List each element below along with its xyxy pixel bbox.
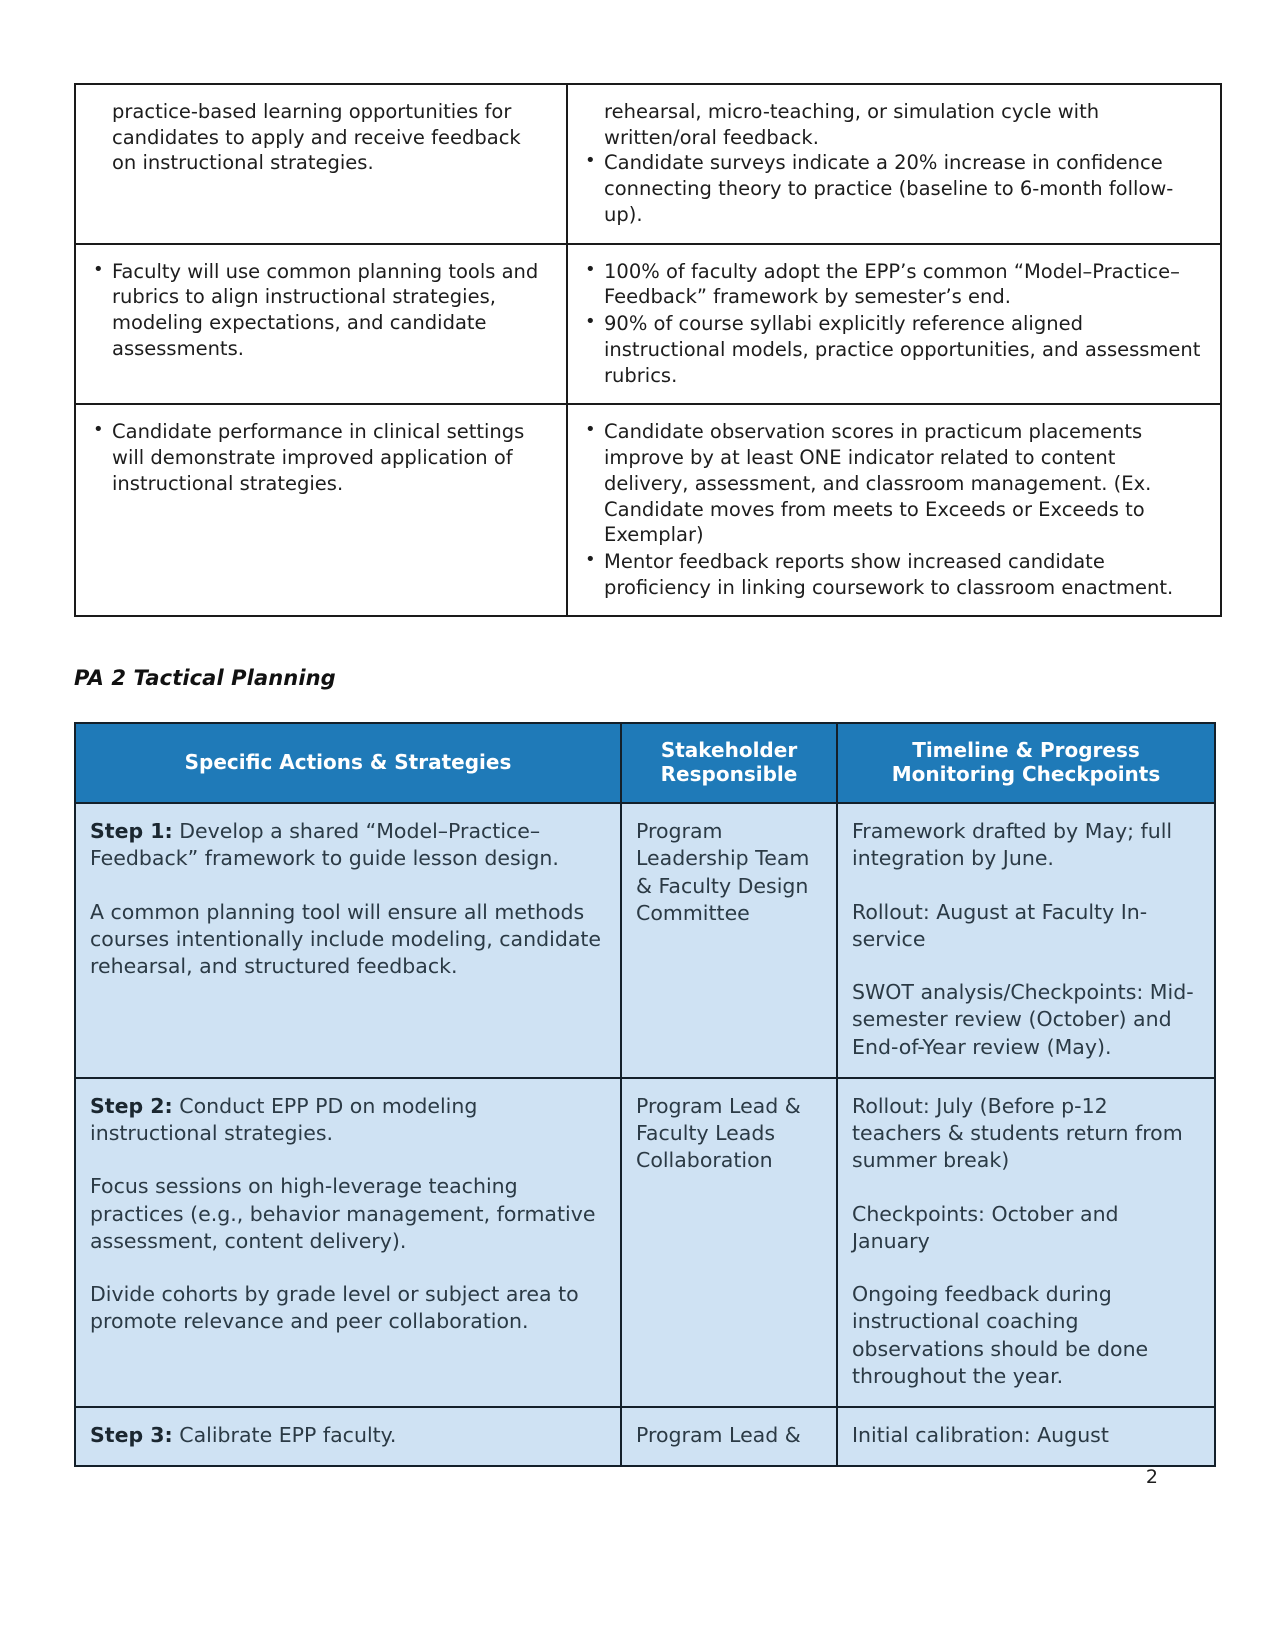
outcome-text: practice-based learning opportunities for candidates to apply and receive feedback on instructional strategies. xyxy=(112,100,521,175)
action-paragraph: Focus sessions on high-leverage teaching practices (e.g., behavior management, formative assessment, content delivery). xyxy=(90,1174,596,1253)
measure-bullet-list xyxy=(582,150,1204,227)
list-item: • 90% of course syllabi explicitly reference aligned instructional models, practice opportunities, and assessment rubrics. xyxy=(582,311,1204,388)
timeline-paragraph: Initial calibration: August xyxy=(852,1423,1109,1447)
timeline-paragraph: SWOT analysis/Checkpoints: Mid-semester review (October) and End-of-Year review (May). xyxy=(852,980,1194,1059)
outcomes-cell-right xyxy=(567,404,1221,616)
column-header-stakeholder-line1: Stakeholder xyxy=(660,738,798,762)
list-item: • Candidate observation scores in practicum placements improve by at least ONE indicator related to content delivery, assessment, and classroom management. (Ex. Candidate moves from meets to Exceeds or Exceeds to Exemplar) xyxy=(582,419,1204,548)
column-header-timeline xyxy=(837,723,1215,803)
stakeholder-cell: Program Lead & Faculty Leads Collaboration xyxy=(621,1078,837,1407)
table-header-row xyxy=(75,723,1215,803)
list-item: • Mentor feedback reports show increased candidate proficiency in linking coursework to classroom enactment. xyxy=(582,549,1204,600)
table-row xyxy=(75,1407,1215,1466)
timeline-cell xyxy=(837,1407,1215,1466)
list-item: • Candidate surveys indicate a 20% increase in confidence connecting theory to practice (baseline to 6-month follow-up). xyxy=(582,150,1204,227)
action-paragraph xyxy=(90,1422,606,1449)
timeline-cell xyxy=(837,803,1215,1078)
timeline-cell xyxy=(837,1078,1215,1407)
table-row xyxy=(75,1078,1215,1407)
timeline-paragraph: Checkpoints: October and January xyxy=(852,1201,1119,1253)
stakeholder-cell: Program Leadership Team & Faculty Design Committee xyxy=(621,803,837,1078)
column-header-actions xyxy=(75,723,621,803)
outcome-bullet-list xyxy=(90,259,550,362)
action-paragraph: A common planning tool will ensure all methods courses intentionally include modeling, candidate rehearsal, and structured feedback. xyxy=(90,899,602,978)
section-heading: PA 2 Tactical Planning xyxy=(74,666,336,690)
timeline-paragraph: Framework drafted by May; full integration by June. xyxy=(852,819,1173,871)
measure-continuation-text: rehearsal, micro-teaching, or simulation cycle with written/oral feedback. xyxy=(604,100,1100,149)
timeline-paragraph: Rollout: August at Faculty In-service xyxy=(852,899,1148,951)
action-text: Conduct EPP PD on modeling instructional strategies. xyxy=(90,1093,478,1145)
tactical-planning-table xyxy=(74,722,1216,1467)
actions-cell xyxy=(75,1078,621,1407)
table-row xyxy=(75,803,1215,1078)
step-label: Step 2: xyxy=(90,1093,173,1118)
outcomes-cell-right xyxy=(567,84,1221,244)
action-paragraph xyxy=(90,818,606,873)
step-label: Step 1: xyxy=(90,819,173,843)
outcome-bullet-list xyxy=(90,419,550,496)
outcomes-cell-left xyxy=(75,244,567,405)
table-row xyxy=(75,244,1221,405)
list-item: • 100% of faculty adopt the EPP’s common “Model–Practice–Feedback” framework by semester’s end. xyxy=(582,259,1204,310)
page-number: 2 xyxy=(1145,1466,1158,1488)
table-row xyxy=(75,404,1221,616)
outcomes-cell-right xyxy=(567,244,1221,405)
action-paragraph xyxy=(90,1093,606,1148)
action-text: Calibrate EPP faculty. xyxy=(172,1423,397,1447)
timeline-paragraph: Ongoing feedback during instructional coaching observations should be done throughout the year. xyxy=(852,1282,1149,1388)
timeline-paragraph: Rollout: July (Before p-12 teachers & students return from summer break) xyxy=(852,1093,1183,1173)
measure-bullet-list xyxy=(582,419,1204,600)
column-header-stakeholder xyxy=(621,723,837,803)
actions-cell xyxy=(75,803,621,1078)
column-header-timeline-line1: Timeline & Progress xyxy=(912,738,1140,762)
measure-bullet-list xyxy=(582,259,1204,389)
outcomes-measures-table xyxy=(74,83,1222,617)
action-paragraph: Divide cohorts by grade level or subject area to promote relevance and peer collaboration. xyxy=(90,1282,579,1334)
outcomes-cell-left xyxy=(75,84,567,244)
list-item: • Candidate performance in clinical settings will demonstrate improved application of instructional strategies. xyxy=(90,419,550,496)
action-text: Develop a shared “Model–Practice–Feedback” framework to guide lesson design. xyxy=(90,819,559,871)
column-header-actions-line1: Specific Actions & Strategies xyxy=(184,750,512,774)
step-label: Step 3: xyxy=(90,1423,173,1447)
stakeholder-cell: Program Lead & xyxy=(621,1407,837,1466)
list-item: • Faculty will use common planning tools and rubrics to align instructional strategies, modeling expectations, and candidate assessments. xyxy=(90,259,550,362)
column-header-stakeholder-line2: Responsible xyxy=(660,762,798,786)
outcomes-cell-left xyxy=(75,404,567,616)
actions-cell xyxy=(75,1407,621,1466)
table-row xyxy=(75,84,1221,244)
column-header-timeline-line2: Monitoring Checkpoints xyxy=(891,762,1161,786)
